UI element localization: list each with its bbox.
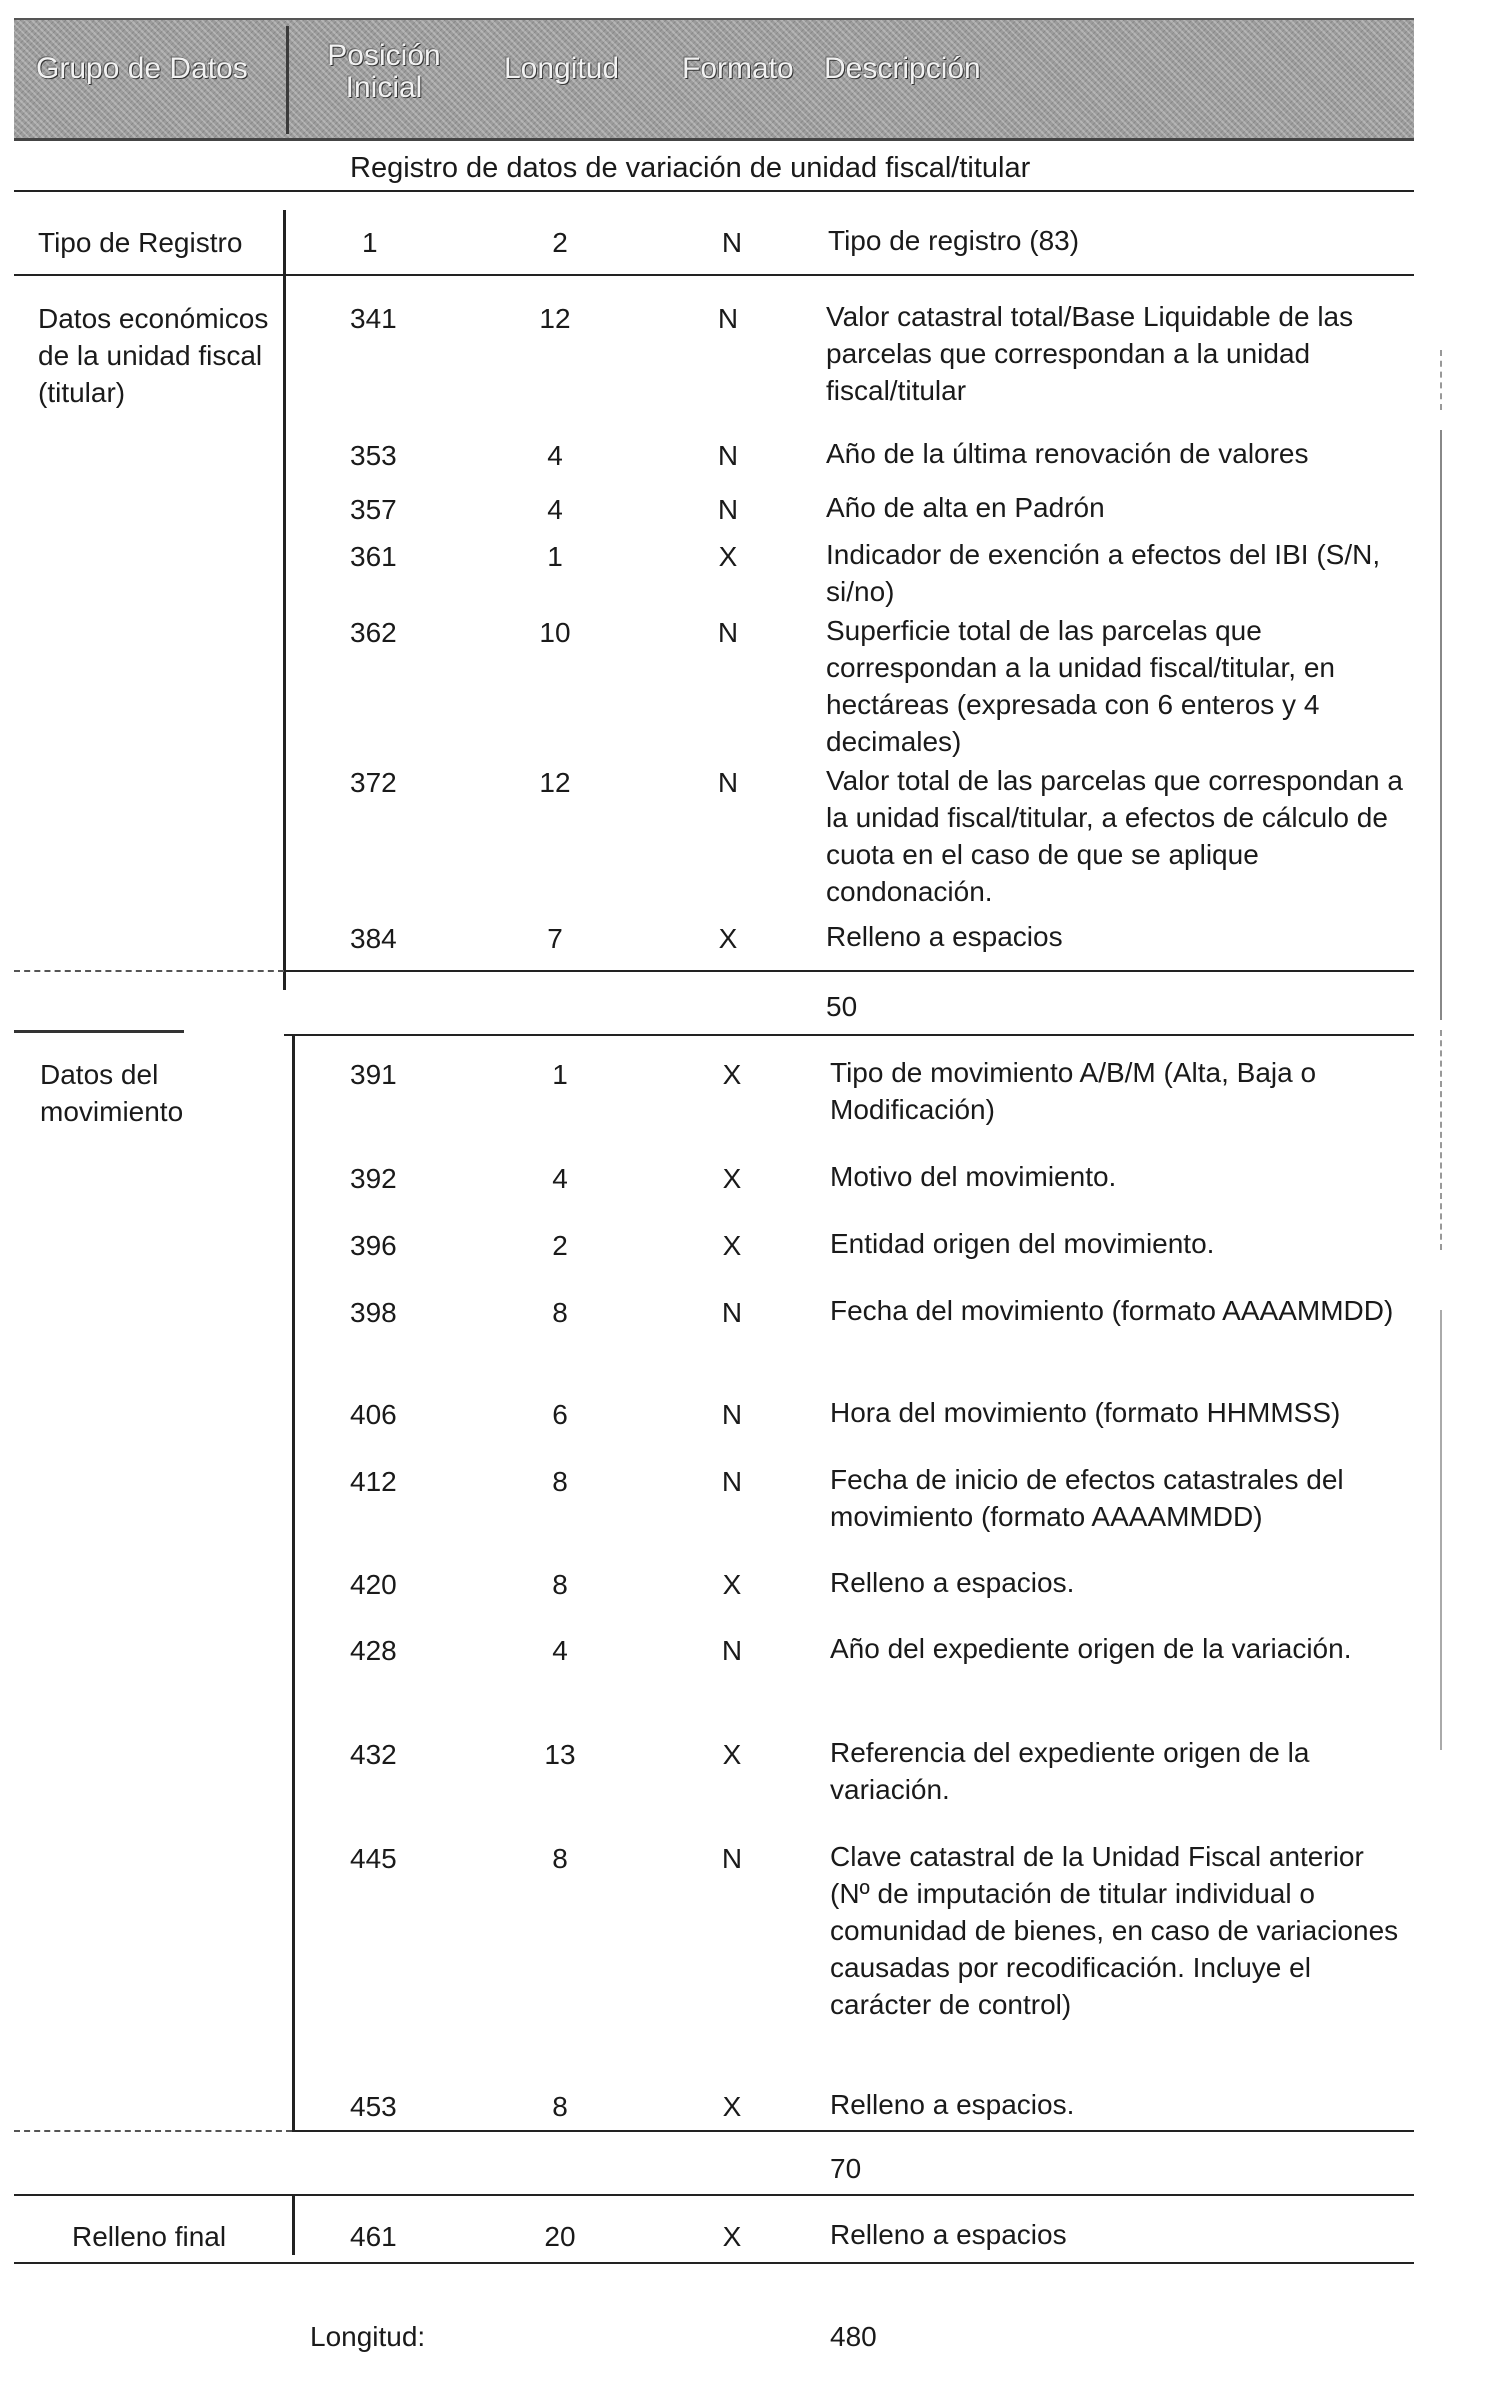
cell-posicion: 372	[350, 767, 397, 798]
cell-longitud: 2	[552, 227, 568, 258]
cell-posicion: 412	[350, 1466, 397, 1497]
cell-longitud: 4	[547, 494, 563, 525]
group-divider	[283, 210, 286, 990]
subtotal-movimiento: 70	[830, 2153, 862, 2184]
cell-posicion: 406	[350, 1399, 397, 1430]
cell-posicion: 341	[350, 303, 397, 334]
divider	[14, 274, 1414, 276]
cell-formato: N	[721, 1635, 743, 1666]
cell-descripcion: Relleno a espacios	[826, 921, 1063, 952]
cell-formato: N	[721, 1466, 743, 1497]
cell-formato: X	[722, 1059, 742, 1090]
cell-descripcion: Relleno a espacios.	[830, 2089, 1075, 2120]
cell-longitud: 8	[552, 1466, 568, 1497]
cell-formato: X	[722, 1569, 742, 1600]
cell-formato: X	[722, 1163, 742, 1194]
cell-formato: N	[717, 303, 739, 334]
cell-descripcion: Clave catastral de la Unidad Fiscal anterior (Nº de imputación de titular individual o comunidad de bienes, en caso de variaciones causadas por recodificación. Incluye el carácter de control)	[830, 1841, 1399, 2020]
cell-descripcion: Entidad origen del movimiento.	[830, 1228, 1215, 1259]
cell-posicion: 357	[350, 494, 397, 525]
cell-formato: N	[717, 767, 739, 798]
divider	[14, 2130, 292, 2132]
cell-longitud: 2	[552, 1230, 568, 1261]
cell-posicion: 396	[350, 1230, 397, 1261]
cell-descripcion: Indicador de exención a efectos del IBI (S/N, si/no)	[826, 539, 1381, 607]
cell-longitud: 4	[552, 1163, 568, 1194]
scan-edge	[1440, 350, 1442, 410]
cell-posicion: 1	[362, 227, 378, 258]
cell-formato: N	[721, 1399, 743, 1430]
table-header	[14, 18, 1414, 141]
total-value: 480	[830, 2321, 877, 2352]
cell-formato: N	[717, 617, 739, 648]
cell-posicion: 428	[350, 1635, 397, 1666]
cell-longitud: 4	[552, 1635, 568, 1666]
cell-formato: N	[721, 227, 743, 258]
cell-descripcion: Año de la última renovación de valores	[826, 438, 1309, 469]
cell-posicion: 432	[350, 1739, 397, 1770]
cell-posicion: 361	[350, 541, 397, 572]
header-grupo: Grupo de Datos	[36, 52, 248, 85]
cell-descripcion: Fecha del movimiento (formato AAAAMMDD)	[830, 1295, 1394, 1326]
cell-posicion: 461	[350, 2221, 397, 2252]
cell-formato: X	[718, 923, 738, 954]
cell-posicion: 362	[350, 617, 397, 648]
cell-formato: N	[717, 440, 739, 471]
cell-descripcion: Valor catastral total/Base Liquidable de las parcelas que correspondan a la unidad fiscal/titular	[826, 301, 1354, 406]
cell-posicion: 398	[350, 1297, 397, 1328]
cell-formato: X	[722, 1739, 742, 1770]
cell-posicion: 453	[350, 2091, 397, 2122]
divider	[14, 190, 1414, 192]
cell-descripcion: Valor total de las parcelas que correspondan a la unidad fiscal/titular, a efectos de cálculo de cuota en el caso de que se aplique condonación.	[826, 765, 1403, 907]
cell-longitud: 8	[552, 1297, 568, 1328]
cell-descripcion: Referencia del expediente origen de la variación.	[830, 1737, 1310, 1805]
divider	[292, 2130, 1414, 2132]
cell-longitud: 12	[539, 303, 571, 334]
cell-posicion: 391	[350, 1059, 397, 1090]
cell-descripcion: Tipo de registro (83)	[828, 225, 1080, 256]
cell-longitud: 6	[552, 1399, 568, 1430]
cell-formato: X	[722, 2221, 742, 2252]
group-divider	[292, 1035, 295, 2130]
cell-longitud: 4	[547, 440, 563, 471]
divider	[14, 970, 284, 972]
record-subtitle: Registro de datos de variación de unidad fiscal/titular	[350, 152, 1031, 184]
cell-formato: N	[717, 494, 739, 525]
cell-longitud: 10	[539, 617, 571, 648]
cell-descripcion: Relleno a espacios	[830, 2219, 1067, 2250]
divider	[284, 1034, 1414, 1036]
cell-longitud: 13	[544, 1739, 576, 1770]
cell-posicion: 420	[350, 1569, 397, 1600]
scan-edge	[1440, 1030, 1442, 1250]
subtotal-economicos: 50	[826, 991, 858, 1022]
cell-formato: X	[722, 2091, 742, 2122]
header-longitud: Longitud	[504, 52, 620, 85]
cell-longitud: 8	[552, 2091, 568, 2122]
group-relleno-final: Relleno final	[72, 2221, 227, 2252]
cell-descripcion: Motivo del movimiento.	[830, 1161, 1117, 1192]
cell-formato: X	[718, 541, 738, 572]
cell-longitud: 12	[539, 767, 571, 798]
cell-descripcion: Tipo de movimiento A/B/M (Alta, Baja o Modificación)	[830, 1057, 1317, 1125]
header-descripcion: Descripción	[824, 52, 981, 85]
cell-descripcion: Relleno a espacios.	[830, 1567, 1075, 1598]
cell-posicion: 392	[350, 1163, 397, 1194]
cell-descripcion: Superficie total de las parcelas que correspondan a la unidad fiscal/titular, en hectáreas (expresada con 6 enteros y 4 decimales)	[826, 615, 1335, 757]
cell-longitud: 1	[552, 1059, 568, 1090]
cell-longitud: 8	[552, 1569, 568, 1600]
cell-posicion: 384	[350, 923, 397, 954]
cell-formato: N	[721, 1843, 743, 1874]
cell-descripcion: Hora del movimiento (formato HHMMSS)	[830, 1397, 1341, 1428]
group-datos-movimiento: Datos del movimiento	[40, 1059, 184, 1127]
group-tipo-registro: Tipo de Registro	[38, 227, 243, 258]
header-formato: Formato	[682, 52, 794, 85]
group-divider	[292, 2195, 295, 2255]
header-posicion: Posición Inicial	[327, 39, 441, 104]
cell-descripcion: Fecha de inicio de efectos catastrales del movimiento (formato AAAAMMDD)	[830, 1464, 1344, 1532]
cell-longitud: 7	[547, 923, 563, 954]
cell-descripcion: Año de alta en Padrón	[826, 492, 1105, 523]
total-label: Longitud:	[310, 2321, 426, 2352]
header-divider	[286, 26, 289, 134]
cell-posicion: 353	[350, 440, 397, 471]
cell-longitud: 8	[552, 1843, 568, 1874]
cell-descripcion: Año del expediente origen de la variación.	[830, 1633, 1352, 1664]
scan-edge	[1440, 1310, 1442, 1750]
cell-posicion: 445	[350, 1843, 397, 1874]
scan-edge	[1440, 430, 1442, 1020]
group-datos-economicos: Datos económicos de la unidad fiscal (titular)	[38, 303, 269, 408]
cell-formato: X	[722, 1230, 742, 1261]
divider	[14, 2194, 1414, 2196]
divider	[14, 1030, 184, 1033]
cell-longitud: 20	[544, 2221, 576, 2252]
divider	[284, 970, 1414, 972]
divider	[14, 2262, 1414, 2264]
cell-formato: N	[721, 1297, 743, 1328]
cell-longitud: 1	[547, 541, 563, 572]
